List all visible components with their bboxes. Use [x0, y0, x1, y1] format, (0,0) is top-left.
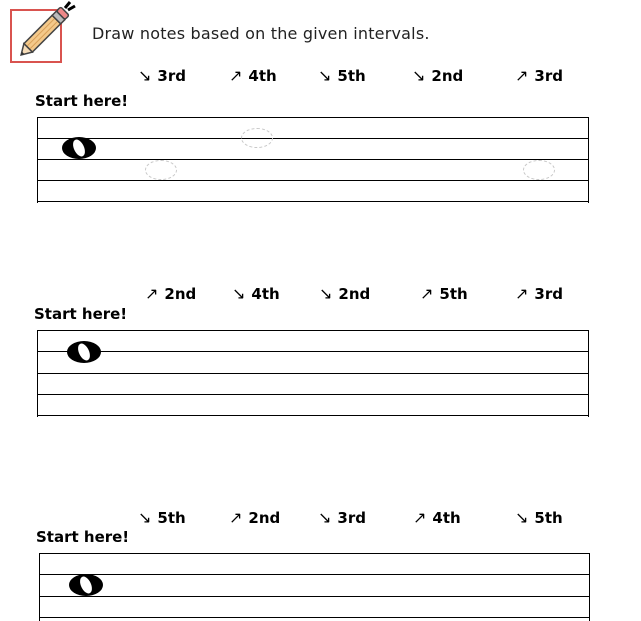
down-arrow-icon: ↘ — [232, 284, 246, 303]
down-arrow-icon: ↘ — [138, 66, 152, 85]
staff-line — [37, 138, 589, 139]
staff-line — [37, 117, 589, 118]
staff-edge — [37, 117, 38, 203]
interval-3-4: ↗ 4th — [413, 508, 461, 527]
staff-line — [37, 394, 589, 395]
staff-line — [37, 351, 589, 352]
interval-3-1: ↘ 5th — [138, 508, 186, 527]
pencil-icon — [10, 0, 76, 64]
whole-note-icon — [66, 340, 102, 364]
instruction-text: Draw notes based on the given intervals. — [92, 24, 430, 43]
staff-edge — [39, 553, 40, 621]
interval-3-5: ↘ 5th — [515, 508, 563, 527]
down-arrow-icon: ↘ — [138, 508, 152, 527]
start-label: Start here! — [36, 528, 130, 546]
down-arrow-icon: ↘ — [318, 508, 332, 527]
start-label: Start here! — [34, 305, 128, 323]
staff-line — [37, 373, 589, 374]
up-arrow-icon: ↗ — [145, 284, 159, 303]
interval-1-5: ↗ 3rd — [515, 66, 563, 85]
down-arrow-icon: ↘ — [515, 508, 529, 527]
whole-note-icon — [68, 573, 104, 597]
down-arrow-icon: ↘ — [318, 66, 332, 85]
staff-edge — [37, 330, 38, 417]
staff-line — [37, 415, 589, 416]
up-arrow-icon: ↗ — [420, 284, 434, 303]
music-staff[interactable] — [39, 553, 590, 621]
up-arrow-icon: ↗ — [413, 508, 427, 527]
interval-2-1: ↗ 2nd — [145, 284, 197, 303]
interval-3-2: ↗ 2nd — [229, 508, 281, 527]
staff-edge — [588, 117, 589, 203]
answer-guide-ellipse[interactable] — [523, 160, 555, 180]
interval-2-4: ↗ 5th — [420, 284, 468, 303]
staff-line — [37, 201, 589, 202]
down-arrow-icon: ↘ — [319, 284, 333, 303]
staff-line — [37, 330, 589, 331]
staff-line — [39, 553, 590, 554]
staff-line — [39, 596, 590, 597]
staff-line — [37, 180, 589, 181]
interval-1-1: ↘ 3rd — [138, 66, 186, 85]
interval-2-3: ↘ 2nd — [319, 284, 371, 303]
start-label: Start here! — [35, 92, 129, 110]
answer-guide-ellipse[interactable] — [145, 160, 177, 180]
up-arrow-icon: ↗ — [229, 508, 243, 527]
up-arrow-icon: ↗ — [515, 284, 529, 303]
music-staff[interactable] — [37, 117, 589, 203]
answer-guide-ellipse[interactable] — [241, 128, 273, 148]
down-arrow-icon: ↘ — [412, 66, 426, 85]
staff-edge — [589, 553, 590, 621]
interval-1-4: ↘ 2nd — [412, 66, 464, 85]
up-arrow-icon: ↗ — [515, 66, 529, 85]
staff-edge — [588, 330, 589, 417]
interval-2-5: ↗ 3rd — [515, 284, 563, 303]
staff-line — [39, 617, 590, 618]
staff-line — [39, 574, 590, 575]
up-arrow-icon: ↗ — [229, 66, 243, 85]
music-staff[interactable] — [37, 330, 589, 417]
interval-1-2: ↗ 4th — [229, 66, 277, 85]
whole-note-icon — [61, 136, 97, 160]
interval-2-2: ↘ 4th — [232, 284, 280, 303]
interval-1-3: ↘ 5th — [318, 66, 366, 85]
interval-3-3: ↘ 3rd — [318, 508, 366, 527]
staff-line — [37, 159, 589, 160]
